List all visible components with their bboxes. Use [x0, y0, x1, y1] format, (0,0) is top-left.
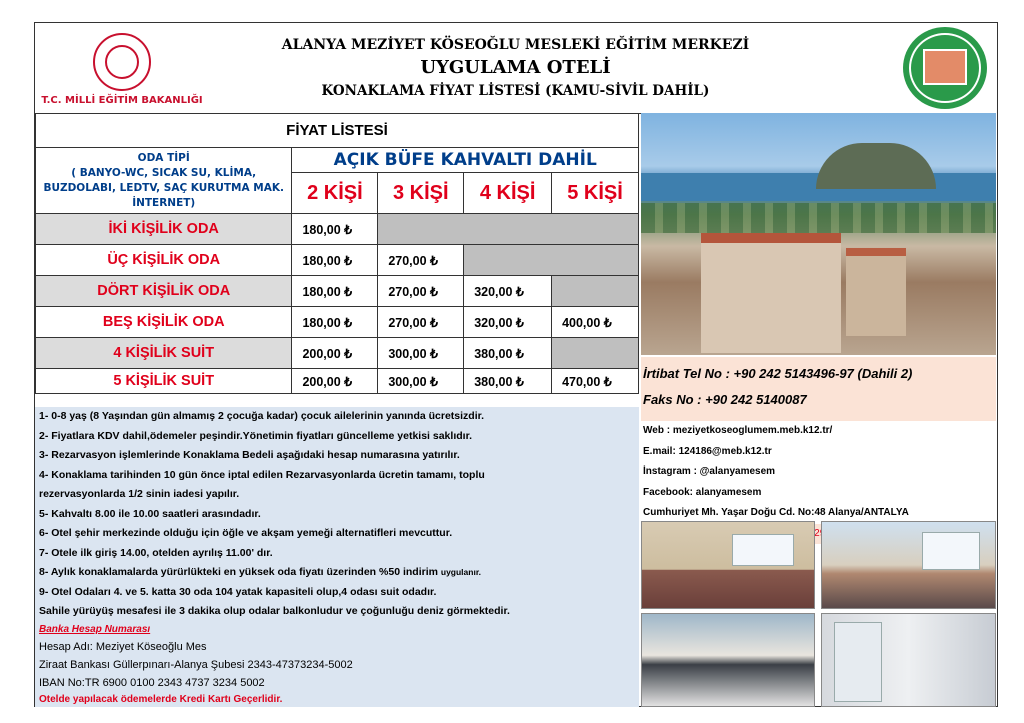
hotel-aerial-photo: [641, 113, 996, 355]
terms-notes: [35, 407, 639, 707]
bank-iban: IBAN No:TR 6900 0100 2343 4737 3234 5002: [39, 676, 265, 689]
contact-info: [641, 357, 996, 519]
header: [35, 23, 996, 114]
bank-account-name: Hesap Adı: Meziyet Köseoğlu Mes: [39, 640, 207, 653]
empty-cell: [552, 276, 639, 307]
price-table: [35, 113, 639, 394]
price-cell: 180,00 ₺: [292, 214, 378, 245]
price-cell: 400,00 ₺: [552, 307, 639, 338]
empty-cell: [552, 338, 639, 369]
empty-cell: [464, 245, 639, 276]
note-item: 9- Otel Odaları 4. ve 5. katta 30 oda 104 yatak kapasiteli olup,4 odası suit odadır.: [39, 585, 437, 598]
table-row: [36, 338, 639, 369]
table-row: [36, 245, 639, 276]
price-cell: 380,00 ₺: [464, 338, 552, 369]
list-subtitle: KONAKLAMA FİYAT LİSTESİ (KAMU-SİVİL DAHİL): [321, 83, 710, 99]
ministry-name: T.C. MİLLİ EĞİTİM BAKANLIĞI: [41, 95, 203, 106]
column-3-person: 3 KİŞİ: [378, 173, 464, 214]
price-cell: 300,00 ₺: [378, 338, 464, 369]
table-title: FİYAT LİSTESİ: [36, 114, 639, 148]
restaurant-photo: [641, 613, 815, 707]
price-cell: 180,00 ₺: [292, 276, 378, 307]
note-item: 1- 0-8 yaş (8 Yaşından gün almamış 2 çocuğa kadar) çocuk ailelerinin yanında ücretsizdir.: [39, 410, 485, 422]
room-type-label: ODA TİPİ: [137, 151, 190, 164]
price-cell: 270,00 ₺: [378, 276, 464, 307]
price-cell: 380,00 ₺: [464, 369, 552, 394]
note-item: 3- Rezarvasyon işlemlerinde Konaklama Bedeli aşağıdaki hesap numarasına yatırılır.: [39, 449, 460, 461]
column-2-person: 2 KİŞİ: [292, 173, 378, 214]
price-cell: 320,00 ₺: [464, 276, 552, 307]
price-cell: 320,00 ₺: [464, 307, 552, 338]
note-item: 2- Fiyatlara KDV dahil,ödemeler peşindir.Yönetimin fiyatları güncelleme yetkisi saklıdır.: [39, 429, 472, 442]
note-item: 4- Konaklama tarihinden 10 gün önce iptal edilen Rezarvasyonlarda ücretin tamamı, toplu: [39, 468, 485, 481]
phone-box: [641, 357, 996, 421]
room-name: İKİ KİŞİLİK ODA: [36, 214, 292, 245]
bank-title: Banka Hesap Numarası: [39, 623, 151, 635]
bathroom-photo: [821, 613, 996, 707]
room-photos: [641, 521, 996, 707]
price-list-sheet: [34, 22, 998, 707]
note-small-text: uygulanır.: [440, 567, 482, 577]
room-name: 5 KİŞİLİK SUİT: [36, 369, 292, 394]
website: Web : meziyetkoseoglumem.meb.k12.tr/: [643, 425, 833, 436]
room-photo: [821, 521, 996, 609]
table-row: [36, 369, 639, 394]
room-name: BEŞ KİŞİLİK ODA: [36, 307, 292, 338]
room-name: ÜÇ KİŞİLİK ODA: [36, 245, 292, 276]
room-name: 4 KİŞİLİK SUİT: [36, 338, 292, 369]
table-row: [36, 307, 639, 338]
fax-number: Faks No : +90 242 5140087: [643, 392, 807, 407]
empty-cell: [378, 214, 639, 245]
email: E.mail: 124186@meb.k12.tr: [643, 445, 772, 457]
price-cell: 300,00 ₺: [378, 369, 464, 394]
table-row: [36, 214, 639, 245]
note-item: 7- Otele ilk giriş 14.00, otelden ayrılış 11.00' dır.: [39, 546, 273, 559]
price-cell: 180,00 ₺: [292, 307, 378, 338]
table-row: [36, 276, 639, 307]
column-5-person: 5 KİŞİ: [552, 173, 639, 214]
note-text: 8- Aylık konaklamalarda yürürlükteki en yüksek oda fiyatı üzerinden %50 indirim: [39, 566, 438, 578]
note-item: [39, 563, 635, 583]
note-item: 6- Otel şehir merkezinde olduğu için öğle ve akşam yemeği alternatifleri mevcuttur.: [39, 527, 453, 539]
address: Cumhuriyet Mh. Yaşar Doğu Cd. No:48 Alanya/ANTALYA: [643, 507, 909, 518]
instagram: İnstagram : @alanyamesem: [643, 466, 776, 477]
price-cell: 470,00 ₺: [552, 369, 639, 394]
price-cell: 270,00 ₺: [378, 245, 464, 276]
room-photo: [641, 521, 815, 609]
note-item: Sahile yürüyüş mesafesi ile 3 dakika olup odalar balkonludur ve çoğunluğu deniz görmektedir.: [39, 605, 510, 617]
room-type-amenities: ( BANYO-WC, SICAK SU, KLİMA, BUZDOLABI, LEDTV, SAÇ KURUTMA MAK. İNTERNET): [43, 166, 284, 209]
room-name: DÖRT KİŞİLİK ODA: [36, 276, 292, 307]
facebook: Facebook: alanyamesem: [643, 486, 762, 498]
bank-branch: Ziraat Bankası Güllerpınarı-Alanya Şubesi 2343-47373234-5002: [39, 658, 353, 671]
card-note: Otelde yapılacak ödemelerde Kredi Kartı Geçerlidir.: [39, 693, 283, 705]
institution-name: ALANYA MEZİYET KÖSEOĞLU MESLEKİ EĞİTİM MERKEZİ: [281, 37, 750, 53]
hotel-name: UYGULAMA OTELİ: [420, 57, 611, 78]
note-item: rezervasyonlarda 1/2 sinin iadesi yapılır.: [39, 488, 240, 500]
column-4-person: 4 KİŞİ: [464, 173, 552, 214]
breakfast-included: AÇIK BÜFE KAHVALTI DAHİL: [292, 148, 639, 173]
phone-number: İrtibat Tel No : +90 242 5143496-97 (Dahili 2): [643, 366, 913, 381]
note-item: 5- Kahvaltı 8.00 ile 10.00 saatleri arasındadır.: [39, 507, 261, 520]
price-cell: 180,00 ₺: [292, 245, 378, 276]
price-cell: 200,00 ₺: [292, 338, 378, 369]
price-cell: 270,00 ₺: [378, 307, 464, 338]
school-logo-icon: [903, 27, 987, 109]
room-type-header: [36, 148, 292, 214]
price-cell: 200,00 ₺: [292, 369, 378, 394]
